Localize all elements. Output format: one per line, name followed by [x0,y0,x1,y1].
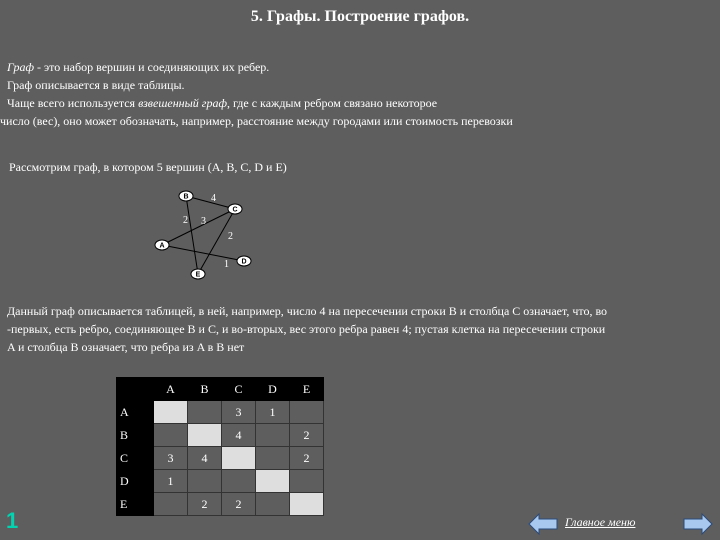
slide-number: 1 [6,508,19,533]
table-cell [256,424,290,447]
description-line-2: -первых, есть ребро, соединяющее B и C, и во-вторых, вес этого ребра равен 4; пустая клетка на пересечении строки [7,322,606,336]
column-header: C [222,378,256,401]
table-row [117,447,324,470]
table-cell [154,424,188,447]
table-cell [188,401,222,424]
table-cell: 2 [188,493,222,516]
forward-button[interactable] [683,512,713,536]
vertex-c [228,204,242,214]
table-row [117,424,324,447]
table-cell-diagonal [222,447,256,470]
vertex-a [155,240,169,250]
row-header: C [117,447,154,470]
term-weighted-graph: взвешенный граф [138,96,227,110]
weight-a-d: 1 [224,259,229,270]
table-cell: 2 [290,424,324,447]
table-cell [290,401,324,424]
back-button[interactable] [528,512,558,536]
table-corner [117,378,154,401]
intro-text [0,58,513,130]
table-cell [154,493,188,516]
table-row [117,493,324,516]
table-cell: 3 [154,447,188,470]
column-header: B [188,378,222,401]
row-header: E [117,493,154,516]
table-header-row [117,378,324,401]
table-row [117,470,324,493]
table-cell: 1 [256,401,290,424]
vertex-d-label: D [241,258,247,266]
graph-diagram [150,188,270,288]
row-header: B [117,424,154,447]
table-cell-diagonal [188,424,222,447]
weight-b-e: 2 [183,215,188,226]
description-line-1: Данный граф описывается таблицей, в ней, например, число 4 на пересечении строки B и столбца C означает, что, во [7,304,608,318]
description-text [7,302,717,356]
row-header: A [117,401,154,424]
table-cell-diagonal [256,470,290,493]
edge-b-e [186,196,198,274]
table-cell: 2 [222,493,256,516]
vertex-a-label: A [159,242,165,250]
page-title: 5. Графы. Построение графов. [250,8,470,25]
intro-line-3 [7,94,513,112]
adjacency-table [116,377,324,516]
weight-b-c: 4 [211,193,216,204]
column-header: A [154,378,188,401]
vertex-e-label: E [195,271,201,279]
table-cell [222,470,256,493]
consider-text: Рассмотрим граф, в котором 5 вершин (A, B, C, D и E) [9,160,287,174]
vertex-b-label: B [183,193,189,201]
table-cell [256,447,290,470]
table-cell [256,493,290,516]
table-cell: 1 [154,470,188,493]
vertex-c-label: C [232,206,238,214]
main-menu-link[interactable]: Главное меню [565,515,636,529]
table-cell [290,470,324,493]
table-cell-diagonal [290,493,324,516]
table-cell [188,470,222,493]
vertex-b [179,191,193,201]
column-header: E [290,378,324,401]
intro-line-3-end: , где с каждым ребром связано некоторое [226,96,438,110]
weight-c-e: 2 [228,231,233,242]
edge-a-c [162,206,238,245]
forward-arrow-icon [684,514,712,534]
description-line-3: A и столбца B означает, что ребра из A в B нет [7,340,245,354]
vertex-d [237,256,251,266]
column-header: D [256,378,290,401]
vertex-e [191,269,205,279]
edge-a-d [162,245,244,261]
weight-a-c: 3 [201,216,206,227]
intro-line-3-start: Чаще всего используется [7,96,139,110]
table-cell: 4 [188,447,222,470]
table-cell: 2 [290,447,324,470]
back-arrow-icon [529,514,557,534]
intro-line-4: число (вес), оно может обозначать, например, расстояние между городами или стоимость перевозки [0,114,513,128]
intro-line-1 [7,58,513,76]
term-graph: Граф [7,60,35,74]
table-cell: 4 [222,424,256,447]
intro-line-2: Граф описывается в виде таблицы. [7,78,185,92]
table-cell-diagonal [154,401,188,424]
intro-line-1-rest: - это набор вершин и соединяющих их ребер. [34,60,270,74]
row-header: D [117,470,154,493]
table-row [117,401,324,424]
table-cell: 3 [222,401,256,424]
